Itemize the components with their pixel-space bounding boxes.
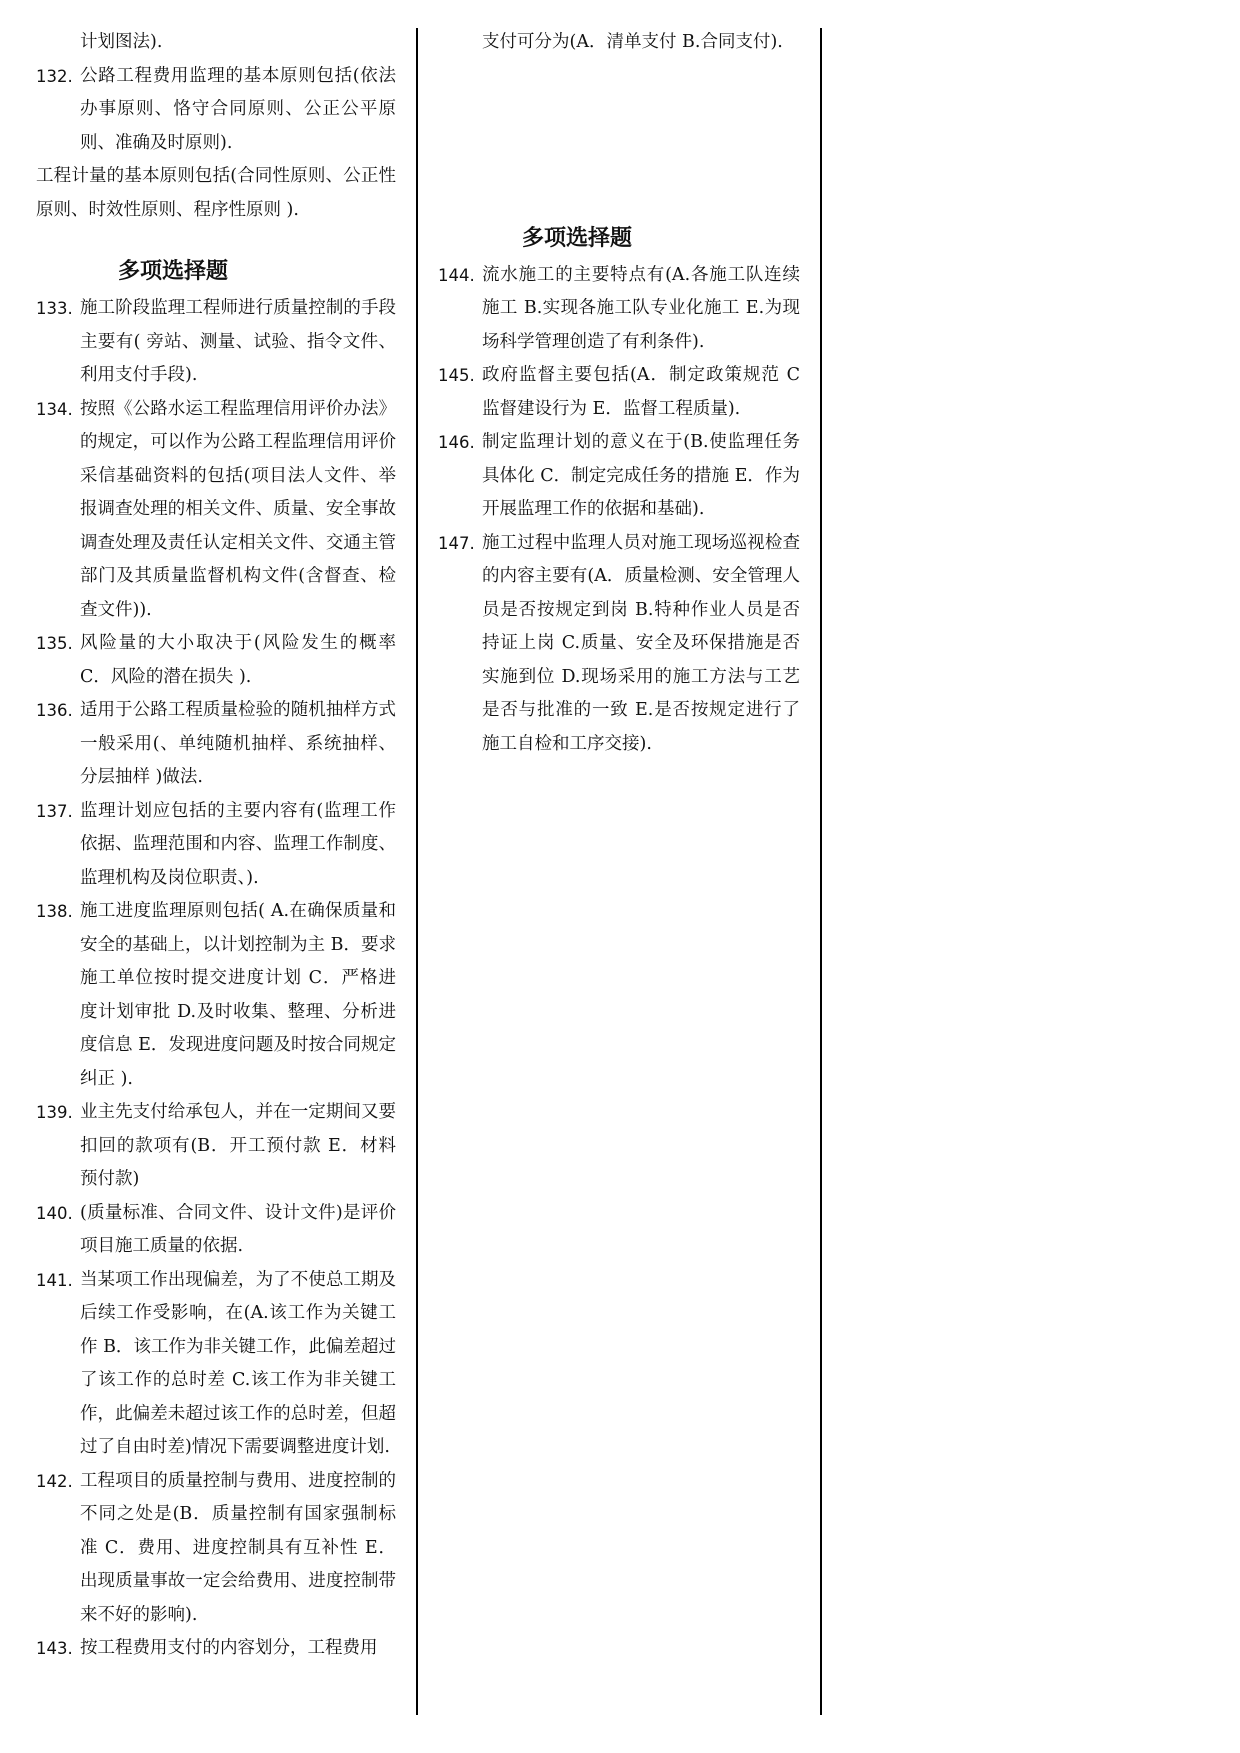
question-text: 制定监理计划的意义在于(B.使监理任务具体化 C．制定完成任务的措施 E．作为开展监理工作的依据和基础). xyxy=(482,432,800,519)
question-text: 工程项目的质量控制与费用、进度控制的不同之处是(B．质量控制有国家强制标准 C．费用、进度控制具有互补性 E．出现质量事故一定会给费用、进度控制带来不好的影响). xyxy=(80,1470,396,1625)
question-text: 业主先支付给承包人，并在一定期间又要扣回的款项有(B．开工预付款 E．材料预付款) xyxy=(80,1102,396,1189)
column-divider-left xyxy=(416,28,418,1715)
question-text: 适用于公路工程质量检验的随机抽样方式一般采用(、单纯随机抽样、系统抽样、分层抽样 )做法. xyxy=(80,700,396,787)
question-number: 137. xyxy=(36,801,73,821)
question-number: 147. xyxy=(438,533,475,553)
column-divider-right xyxy=(820,28,822,1715)
question-139 xyxy=(36,1096,396,1197)
question-143 xyxy=(36,1632,396,1666)
question-text: 公路工程费用监理的基本原则包括(依法办事原则、恪守合同原则、公正公平原则、准确及时原则). xyxy=(80,65,396,153)
question-147 xyxy=(438,527,800,762)
question-text: 施工过程中监理人员对施工现场巡视检查的内容主要有(A．质量检测、安全管理人员是否按规定到岗 B.特种作业人员是否持证上岗 C.质量、安全及环保措施是否实施到位 D.现场采用的施工方法与工艺是否与批准的一致 E.是否按规定进行了施工自检和工序交接). xyxy=(482,532,800,754)
question-number: 145. xyxy=(438,366,475,385)
question-number: 141. xyxy=(36,1270,73,1290)
question-number: 134. xyxy=(36,399,73,419)
left-column xyxy=(36,26,396,1666)
question-text: 当某项工作出现偏差，为了不使总工期及后续工作受影响，在(A.该工作为关键工作 B．该工作为非关键工作，此偏差超过了该工作的总时差 C.该工作为非关键工作，此偏差未超过该工作的总时差，但超过了自由时差)情况下需要调整进度计划. xyxy=(80,1269,396,1457)
question-number: 140. xyxy=(36,1203,73,1223)
question-133 xyxy=(36,292,396,393)
question-number: 136. xyxy=(36,701,73,720)
question-text: 风险量的大小取决于(风险发生的概率 C．风险的潜在损失 ). xyxy=(80,633,396,687)
question-text: 施工进度监理原则包括( A.在确保质量和安全的基础上，以计划控制为主 B．要求施工单位按时提交进度计划 C．严格进度计划审批 D.及时收集、整理、分析进度信息 E．发现进度问题及时按合同规定纠正 ). xyxy=(80,901,396,1089)
question-number: 144. xyxy=(438,265,475,285)
question-text: 施工阶段监理工程师进行质量控制的手段主要有( 旁站、测量、试验、指令文件、利用支付手段). xyxy=(80,298,396,385)
question-number: 143. xyxy=(36,1639,73,1658)
question-text: 监理计划应包括的主要内容有(监理工作依据、监理范围和内容、监理工作制度、监理机构及岗位职责、). xyxy=(80,800,396,888)
question-text: 流水施工的主要特点有(A.各施工队连续施工 B.实现各施工队专业化施工 E.为现场科学管理创造了有利条件). xyxy=(482,264,800,352)
question-number: 142. xyxy=(36,1471,73,1491)
question-text: (质量标准、合同文件、设计文件)是评价项目施工质量的依据. xyxy=(80,1202,396,1256)
question-text: 按照《公路水运工程监理信用评价办法》的规定，可以作为公路工程监理信用评价采信基础资料的包括(项目法人文件、举报调查处理的相关文件、质量、安全事故调查处理及责任认定相关文件、交通主管部门及其质量监督机构文件(含督查、检查文件)). xyxy=(80,398,396,620)
question-142 xyxy=(36,1465,396,1633)
question-number: 133. xyxy=(36,299,73,318)
question-number: 135. xyxy=(36,634,73,653)
question-146 xyxy=(438,426,800,527)
right-column xyxy=(438,26,800,761)
section-heading: 多项选择题 xyxy=(522,225,633,251)
question-140 xyxy=(36,1197,396,1264)
continuation-text: 计划图法). xyxy=(80,32,163,52)
question-number: 132. xyxy=(36,66,73,86)
question-number: 139. xyxy=(36,1103,73,1122)
question-text: 按工程费用支付的内容划分，工程费用 xyxy=(80,1638,378,1658)
question-number: 138. xyxy=(36,902,73,921)
question-number: 146. xyxy=(438,433,475,452)
question-138 xyxy=(36,895,396,1096)
question-135 xyxy=(36,627,396,694)
continuation-text: 支付可分为(A．清单支付 B.合同支付). xyxy=(482,32,783,52)
question-136 xyxy=(36,694,396,795)
section-heading: 多项选择题 xyxy=(118,259,229,284)
unnumbered-paragraph: 工程计量的基本原则包括(合同性原则、公正性原则、时效性原则、程序性原则 ). xyxy=(36,166,396,220)
question-134 xyxy=(36,393,396,628)
question-text: 政府监督主要包括(A．制定政策规范 C 监督建设行为 E．监督工程质量). xyxy=(482,365,800,419)
question-137 xyxy=(36,795,396,896)
question-132 xyxy=(36,60,396,161)
question-144 xyxy=(438,259,800,360)
question-141 xyxy=(36,1264,396,1465)
question-145 xyxy=(438,359,800,426)
